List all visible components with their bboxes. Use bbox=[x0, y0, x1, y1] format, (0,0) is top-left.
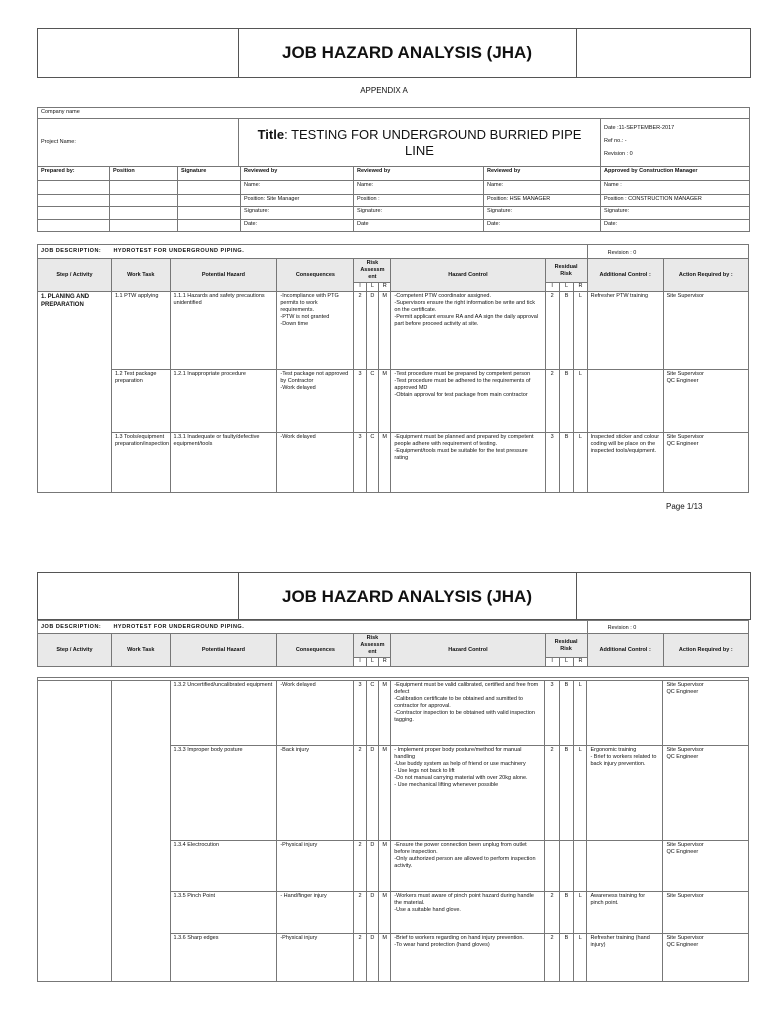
row-risk-i: 3 bbox=[354, 370, 366, 433]
residual-r: R bbox=[574, 658, 587, 667]
row-consequences: -Work delayed bbox=[277, 433, 354, 493]
row-hazard: 1.3.3 Improper body posture bbox=[170, 746, 277, 841]
row-risk-i: 2 bbox=[354, 892, 366, 934]
jha-table-page2-header bbox=[37, 620, 749, 667]
col-hazard: Potential Hazard bbox=[170, 259, 277, 292]
appendix-label: APPENDIX A bbox=[360, 86, 408, 95]
row-res-l: B bbox=[559, 681, 573, 746]
job-description-label: JOB DESCRIPTION: bbox=[41, 623, 102, 630]
row-action: Site Supervisor QC Engineer bbox=[663, 370, 748, 433]
position-header: Position bbox=[110, 167, 178, 181]
title-word: Title bbox=[257, 126, 285, 142]
row-res-i: 3 bbox=[545, 681, 559, 746]
reviewed-by-header-2: Reviewed by bbox=[354, 167, 484, 181]
col-consequences: Consequences bbox=[277, 634, 354, 667]
row-risk-r: M bbox=[378, 892, 390, 934]
job-description-value: HYDROTEST FOR UNDERGROUND PIPING. bbox=[113, 623, 245, 630]
row-res-i: 3 bbox=[545, 433, 559, 493]
revision-field: Revision : 0 bbox=[604, 151, 633, 157]
project-name-label: Project Name: bbox=[38, 119, 239, 167]
reviewer3-signature: Signature: bbox=[484, 207, 601, 220]
row-res-l: B bbox=[559, 370, 573, 433]
risk-i: I bbox=[354, 658, 366, 667]
row-action: Site Supervisor bbox=[663, 892, 749, 934]
row-action: Site Supervisor QC Engineer bbox=[663, 433, 748, 493]
reviewer2-date: Date bbox=[354, 220, 484, 232]
signature-table bbox=[37, 166, 750, 232]
risk-l: L bbox=[366, 283, 378, 292]
row-risk-r: M bbox=[378, 934, 390, 982]
risk-i: I bbox=[354, 283, 366, 292]
row-control: -Equipment must be planned and prepared by competent people adhere with requirement of testing. -Equipment/tools must be suitable for the test pressure rating bbox=[391, 433, 545, 493]
row-hazard: 1.2.1 Inappropriate procedure bbox=[170, 370, 277, 433]
table-row bbox=[38, 681, 749, 746]
row-res-r: L bbox=[574, 934, 587, 982]
row-control: -Workers must aware of pinch point hazard during handle the material. -Use a suitable hand glove. bbox=[391, 892, 545, 934]
reviewer1-date: Date: bbox=[241, 220, 354, 232]
reviewer2-position: Position : bbox=[354, 195, 484, 207]
row-additional: Ergonomic training - Brief to workers related to back injury prevention. bbox=[587, 746, 663, 841]
row-risk-l: C bbox=[366, 433, 378, 493]
row-additional: Refresher training (hand injury) bbox=[587, 934, 663, 982]
row-res-l: B bbox=[559, 934, 573, 982]
row-risk-i: 2 bbox=[354, 746, 366, 841]
row-res-r: L bbox=[574, 433, 587, 493]
row-res-i: 2 bbox=[545, 934, 559, 982]
jha-table-page2-body bbox=[37, 677, 749, 982]
risk-r: R bbox=[379, 283, 391, 292]
row-additional: Awareness training for pinch point. bbox=[587, 892, 663, 934]
row-consequences: -Work delayed bbox=[277, 681, 354, 746]
col-hazard: Potential Hazard bbox=[170, 634, 277, 667]
row-res-i: 2 bbox=[545, 746, 559, 841]
row-res-r: L bbox=[574, 292, 587, 370]
row-additional bbox=[587, 841, 663, 892]
col-risk: Risk Assessm ent bbox=[354, 634, 391, 658]
row-consequences: -Back injury bbox=[277, 746, 354, 841]
row-res-r: L bbox=[574, 746, 587, 841]
residual-l: L bbox=[559, 658, 573, 667]
risk-l: L bbox=[366, 658, 378, 667]
row-consequences: -Physical injury bbox=[277, 841, 354, 892]
job-description-label: JOB DESCRIPTION: bbox=[41, 248, 102, 254]
jha-revision: Revision : 0 bbox=[587, 621, 748, 634]
company-name-label: Company name bbox=[38, 108, 750, 119]
row-res-r: L bbox=[574, 681, 587, 746]
row-hazard: 1.3.5 Pinch Point bbox=[170, 892, 277, 934]
row-res-i: 2 bbox=[545, 370, 559, 433]
row-risk-l: D bbox=[366, 292, 378, 370]
row-risk-i: 3 bbox=[354, 433, 366, 493]
row-res-r: L bbox=[574, 370, 587, 433]
row-res-l: B bbox=[559, 433, 573, 493]
col-control: Hazard Control bbox=[391, 634, 545, 667]
reviewed-by-header-1: Reviewed by bbox=[241, 167, 354, 181]
page-number: Page 1/13 bbox=[666, 502, 703, 511]
title-text: : TESTING FOR UNDERGROUND BURRIED PIPE LINE bbox=[284, 126, 582, 158]
residual-l: L bbox=[559, 283, 573, 292]
col-control: Hazard Control bbox=[391, 259, 545, 292]
col-action: Action Required by : bbox=[663, 259, 748, 292]
approver-name: Name : bbox=[601, 181, 750, 195]
col-step: Step / Activity bbox=[38, 259, 112, 292]
row-control: -Test procedure must be prepared by competent person -Test procedure must be adhered to the requirements of approved MD -Obtain approval for test package from main contractor bbox=[391, 370, 545, 433]
row-consequences: -Physical injury bbox=[277, 934, 354, 982]
document-title bbox=[239, 119, 601, 167]
row-action: Site Supervisor QC Engineer bbox=[663, 681, 749, 746]
row-additional bbox=[587, 681, 663, 746]
table-row bbox=[38, 370, 749, 433]
prepared-by-header: Prepared by: bbox=[38, 167, 110, 181]
signature-header: Signature bbox=[178, 167, 241, 181]
reviewed-by-header-3: Reviewed by bbox=[484, 167, 601, 181]
row-control: -Competent PTW coordinator assigned. -Supervisors ensure the right information be write and tick on the certificate. -Permit applicant ensure RA and AA sign the daily approval part before proceed activity at site. bbox=[391, 292, 545, 370]
col-residual: Residual Risk bbox=[545, 634, 587, 658]
approver-position: Position : CONSTRUCTION MANAGER bbox=[601, 195, 750, 207]
col-work-task: Work Task bbox=[111, 634, 170, 667]
row-task: 1.2 Test package preparation bbox=[111, 370, 170, 433]
row-step: 1. PLANING AND PREPARATION bbox=[38, 292, 112, 493]
row-risk-l: C bbox=[366, 370, 378, 433]
row-risk-r: M bbox=[378, 681, 390, 746]
ref-field: Ref no.: - bbox=[604, 138, 627, 144]
row-res-l: B bbox=[559, 746, 573, 841]
reviewer3-date: Date: bbox=[484, 220, 601, 232]
page1-header-box bbox=[37, 28, 751, 78]
row-consequences: -Test package not approved by Contractor -Work delayed bbox=[277, 370, 354, 433]
row-action: Site Supervisor QC Engineer bbox=[663, 841, 749, 892]
row-hazard: 1.3.1 Inadequate or faulty/defective equipment/tools bbox=[170, 433, 277, 493]
row-risk-l: D bbox=[366, 841, 378, 892]
row-risk-i: 3 bbox=[354, 681, 366, 746]
row-additional: Refresher PTW training bbox=[587, 292, 663, 370]
row-hazard: 1.1.1 Hazards and safety precautions unidentified bbox=[170, 292, 277, 370]
row-risk-r: M bbox=[379, 370, 391, 433]
job-description-value: HYDROTEST FOR UNDERGROUND PIPING. bbox=[113, 248, 245, 254]
row-control: -Equipment must be valid calibrated, certified and free from defect -Calibration certificate to be obtained and sumitted to contractor for approval. -Contractor inspection to be obtained with valid inspection tagging. bbox=[391, 681, 545, 746]
project-info-table bbox=[37, 107, 750, 167]
row-res-i: 2 bbox=[545, 292, 559, 370]
approver-date: Date: bbox=[601, 220, 750, 232]
row-task: 1.1 PTW applying bbox=[111, 292, 170, 370]
row-control: -Ensure the power connection been unplug from outlet before inspection. -Only authorized person are allowed to perform inspection activity. bbox=[391, 841, 545, 892]
row-risk-i: 2 bbox=[354, 934, 366, 982]
row-action: Site Supervisor QC Engineer bbox=[663, 934, 749, 982]
reviewer2-name: Name: bbox=[354, 181, 484, 195]
row-hazard: 1.3.2 Uncertified/uncalibrated equipment bbox=[170, 681, 277, 746]
row-risk-i: 2 bbox=[354, 841, 366, 892]
row-consequences: -Incompliance with PTG permits to work requirements. -PTW is not granted -Down time bbox=[277, 292, 354, 370]
row-risk-l: D bbox=[366, 892, 378, 934]
row-hazard: 1.3.6 Sharp edges bbox=[170, 934, 277, 982]
row-res-l: B bbox=[559, 892, 573, 934]
row-risk-i: 2 bbox=[354, 292, 366, 370]
col-action: Action Required by : bbox=[663, 634, 748, 667]
jha-revision: Revision : 0 bbox=[587, 245, 748, 259]
col-step: Step / Activity bbox=[38, 634, 112, 667]
row-risk-l: C bbox=[366, 681, 378, 746]
row-risk-r: M bbox=[379, 433, 391, 493]
col-residual: Residual Risk bbox=[545, 259, 587, 283]
residual-r: R bbox=[574, 283, 587, 292]
table-row bbox=[38, 292, 749, 370]
row-risk-r: M bbox=[378, 746, 390, 841]
page1-title: JOB HAZARD ANALYSIS (JHA) bbox=[282, 43, 532, 62]
row-risk-l: D bbox=[366, 934, 378, 982]
row-control: -Brief to workers regarding on hand injury prevention. -To wear hand protection (hand gloves) bbox=[391, 934, 545, 982]
residual-i: I bbox=[545, 283, 559, 292]
residual-i: I bbox=[545, 658, 559, 667]
col-work-task: Work Task bbox=[111, 259, 170, 292]
page2-title: JOB HAZARD ANALYSIS (JHA) bbox=[282, 587, 532, 606]
col-consequences: Consequences bbox=[277, 259, 354, 292]
col-additional: Additional Control : bbox=[587, 259, 663, 292]
row-hazard: 1.3.4 Electrocution bbox=[170, 841, 277, 892]
approved-by-header: Approved by Construction Manager bbox=[601, 167, 750, 181]
row-action: Site Supervisor bbox=[663, 292, 748, 370]
row-risk-l: D bbox=[366, 746, 378, 841]
row-task: 1.3 Tools/equipment preparation/inspection bbox=[111, 433, 170, 493]
row-control: - Implement proper body posture/method for manual handling -Use buddy system as help of friend or use machinery - Use legs not back to lift -Do not manual carrying material with over 20kg alone. - Use mechanical lifting whenever possible bbox=[391, 746, 545, 841]
col-additional: Additional Control : bbox=[587, 634, 663, 667]
table-row bbox=[38, 433, 749, 493]
row-risk-r: M bbox=[378, 841, 390, 892]
jha-table-page1 bbox=[37, 244, 749, 493]
reviewer2-signature: Signature: bbox=[354, 207, 484, 220]
approver-signature: Signature: bbox=[601, 207, 750, 220]
risk-r: R bbox=[379, 658, 391, 667]
row-res-r: L bbox=[574, 892, 587, 934]
row-additional bbox=[587, 370, 663, 433]
reviewer1-signature: Signature: bbox=[241, 207, 354, 220]
reviewer1-name: Name: bbox=[241, 181, 354, 195]
row-additional: Inspected sticker and colour coding will be place on the inspected tools/equipment. bbox=[587, 433, 663, 493]
row-consequences: - Hand/finger injury bbox=[277, 892, 354, 934]
row-res-l: B bbox=[559, 292, 573, 370]
row-action: Site Supervisor QC Engineer bbox=[663, 746, 749, 841]
reviewer3-position: Position: HSE MANAGER bbox=[484, 195, 601, 207]
page2-header-box bbox=[37, 572, 751, 620]
date-field: Date :11-SEPTEMBER-2017 bbox=[604, 125, 675, 131]
row-res-i: 2 bbox=[545, 892, 559, 934]
row-risk-r: M bbox=[379, 292, 391, 370]
col-risk: Risk Assessm ent bbox=[354, 259, 391, 283]
reviewer1-position: Position: Site Manager bbox=[241, 195, 354, 207]
reviewer3-name: Name: bbox=[484, 181, 601, 195]
